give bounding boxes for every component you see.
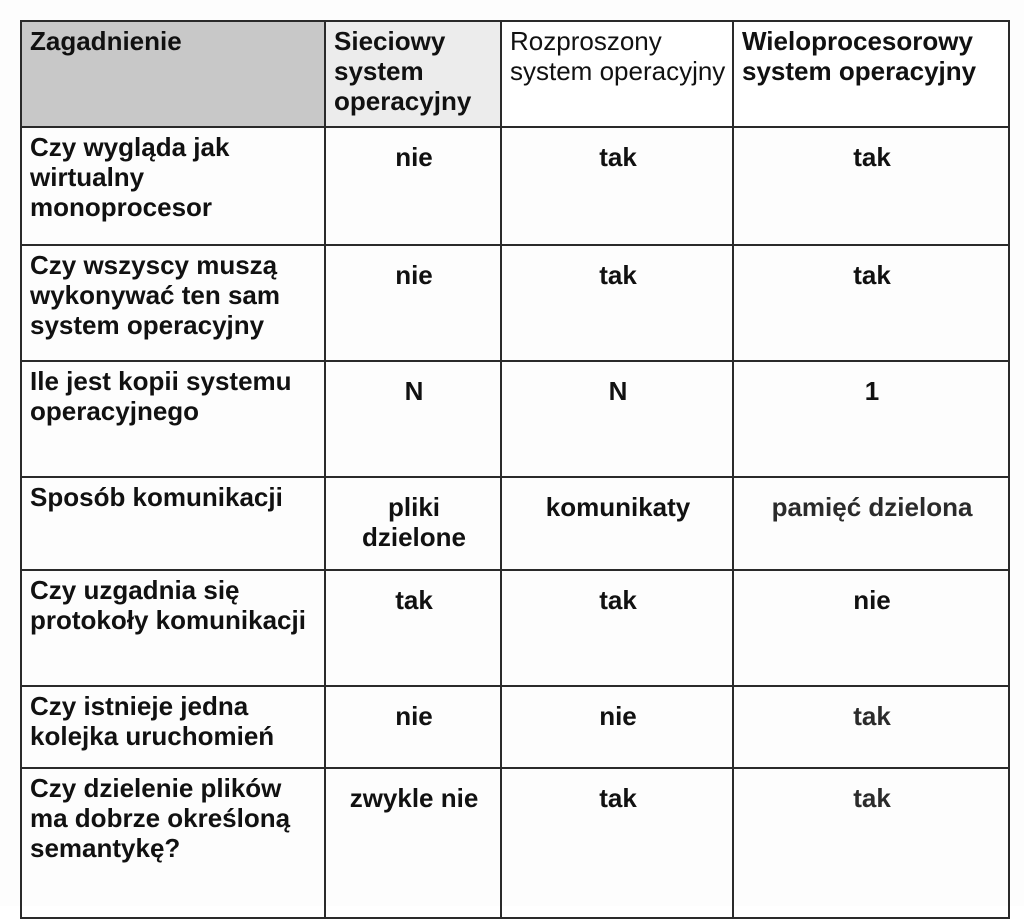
cell-network-os: nie xyxy=(325,127,501,245)
row-issue: Czy wygląda jak wirtualny monoprocesor xyxy=(21,127,325,245)
table-row xyxy=(21,768,1009,918)
cell-distributed-os: nie xyxy=(501,686,733,768)
table-header-row xyxy=(21,21,1009,127)
row-issue: Czy uzgadnia się protokoły komunikacji xyxy=(21,570,325,686)
cell-network-os: nie xyxy=(325,686,501,768)
os-comparison-table xyxy=(20,20,1010,919)
header-network-os: Sieciowy system operacyjny xyxy=(325,21,501,127)
cell-network-os: tak xyxy=(325,570,501,686)
header-distributed-os: Rozproszony system operacyjny xyxy=(501,21,733,127)
table-row xyxy=(21,245,1009,361)
cell-distributed-os: tak xyxy=(501,768,733,918)
cell-network-os: zwykle nie xyxy=(325,768,501,918)
cell-network-os: pliki dzielone xyxy=(325,477,501,570)
row-issue: Czy wszyscy muszą wykonywać ten sam system operacyjny xyxy=(21,245,325,361)
cell-distributed-os: tak xyxy=(501,245,733,361)
cell-distributed-os: N xyxy=(501,361,733,477)
table-row xyxy=(21,477,1009,570)
cell-network-os: N xyxy=(325,361,501,477)
cell-multiprocessor-os: tak xyxy=(733,686,1009,768)
cell-multiprocessor-os: tak xyxy=(733,245,1009,361)
cell-multiprocessor-os: 1 xyxy=(733,361,1009,477)
row-issue: Sposób komunikacji xyxy=(21,477,325,570)
cell-multiprocessor-os: tak xyxy=(733,127,1009,245)
cell-multiprocessor-os: tak xyxy=(733,768,1009,918)
table-row xyxy=(21,570,1009,686)
row-issue: Ile jest kopii systemu operacyjnego xyxy=(21,361,325,477)
cell-network-os: nie xyxy=(325,245,501,361)
header-issue: Zagadnienie xyxy=(21,21,325,127)
row-issue: Czy istnieje jedna kolejka uruchomień xyxy=(21,686,325,768)
cell-multiprocessor-os: nie xyxy=(733,570,1009,686)
header-multiprocessor-os: Wieloprocesorowy system operacyjny xyxy=(733,21,1009,127)
table-row xyxy=(21,361,1009,477)
table-row xyxy=(21,686,1009,768)
table-row xyxy=(21,127,1009,245)
row-issue: Czy dzielenie plików ma dobrze określoną semantykę? xyxy=(21,768,325,918)
cell-distributed-os: tak xyxy=(501,570,733,686)
cell-multiprocessor-os: pamięć dzielona xyxy=(733,477,1009,570)
cell-distributed-os: tak xyxy=(501,127,733,245)
cell-distributed-os: komunikaty xyxy=(501,477,733,570)
